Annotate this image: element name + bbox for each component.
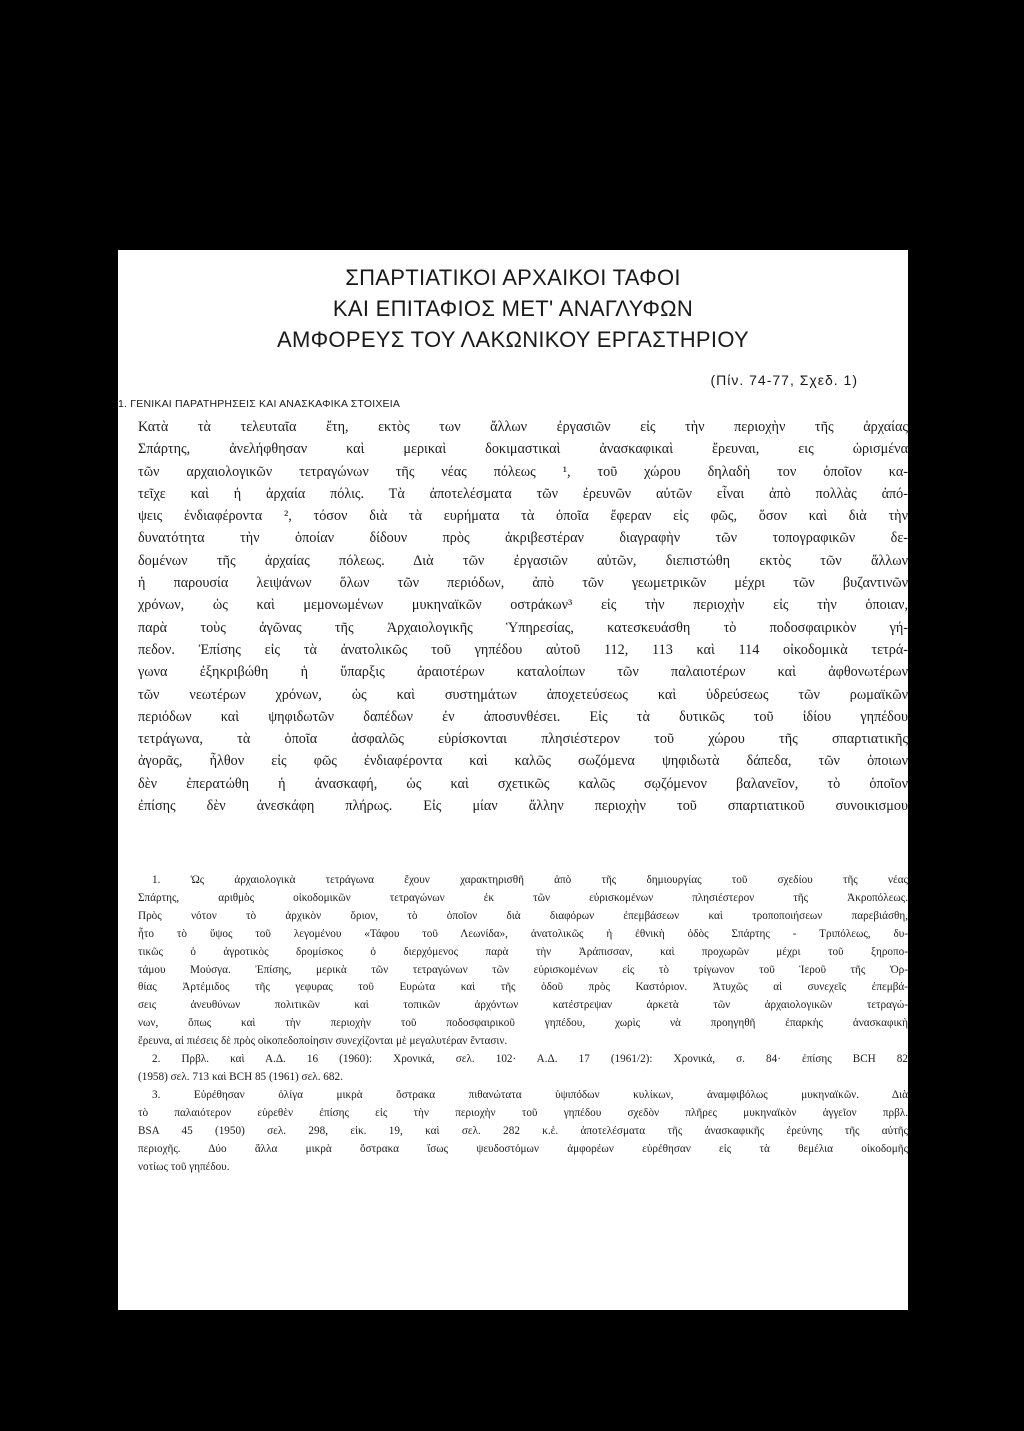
footnote-line: Σπάρτης, αριθμὸς οἰκοδομικῶν τετραγώνων ἐκ τῶν εὑρισκομένων πλησιέστερον τῆς Ἀκροπόλεως. xyxy=(138,891,908,904)
title-line: ΑΜΦΟΡΕΥΣ ΤΟΥ ΛΑΚΩΝΙΚΟΥ ΕΡΓΑΣΤΗΡΙΟΥ xyxy=(276,327,749,352)
body-line: δὲν ἐπερατώθη ἡ ἀνασκαφή, ὡς καὶ σχετικῶς καλῶς σῳζόμενον βαλανεῖον, τὸ ὁποῖον xyxy=(138,775,908,792)
body-line: δομένων τῆς ἀρχαίας πόλεως. Διὰ τῶν ἐργασιῶν αὐτῶν, διεπιστώθη εκτὸς τῶν ἄλλων xyxy=(138,552,908,569)
footnote-line: νων, ὅπως καὶ τὴν περιοχὴν τοῦ ποδοσφαιρικοῦ γηπέδου, χωρὶς νὰ προηγηθῆ ἐπαρκὴς ἀνασκαφικὴ xyxy=(138,1017,908,1030)
body-line: τετράγωνα, τὰ ὁποῖα ἀσφαλῶς εὑρίσκονται πλησιέστερον τοῦ χώρου τῆς σπαρτιατικῆς xyxy=(138,731,908,748)
title-line: ΚΑΙ ΕΠΙΤΑΦΙΟΣ ΜΕΤ' ΑΝΑΓΛΥΦΩΝ xyxy=(332,296,694,321)
footnote-line: νοτίως τοῦ γηπέδου. xyxy=(138,1160,230,1173)
footnote-line: 2. Πρβλ. καὶ Α.Δ. 16 (1960): Χρονικά, σελ. 102· Α.Δ. 17 (1961/2): Χρονικά, σ. 84· ἐπίσης BCH 82 xyxy=(152,1053,908,1066)
footnote-1 xyxy=(138,872,908,1051)
footnote-2 xyxy=(138,1051,908,1087)
footnote-line: περιοχῆς. Δύο ἄλλα μικρὰ ὄστρακα ἴσως ψευδοστόμων ἀμφορέων εὑρέθησαν εἰς τὰ θεμέλια οἰκοδομῆς xyxy=(138,1142,908,1155)
article-title xyxy=(118,262,908,355)
body-line: δυνατότητα τὴν ὁποίαν δίδουν πρὸς ἀκριβεστέραν διαγραφὴν τῶν τοπογραφικῶν δε- xyxy=(138,530,908,547)
body-line: Κατὰ τὰ τελευταῖα ἔτη, εκτὸς των ἄλλων ἐργασιῶν εἰς τὴν περιοχὴν τῆς ἀρχαίας xyxy=(138,419,908,435)
document-page xyxy=(118,250,908,1310)
footnote-line: 1. Ὡς ἀρχαιολογικὰ τετράγωνα ἔχουν χαρακτηρισθῆ ἀπὸ τῆς δημιουργίας τοῦ σχεδίου τῆς νέας xyxy=(152,874,908,886)
footnote-line: τάμου Μούσγα. Ἐπίσης, μερικὰ τῶν τετραγώνων τῶν εὑρισκομένων εἰς τὸ τρίγωνον τοῦ Ἱεροῦ τῆς Ὀρ- xyxy=(138,963,908,976)
footnote-line: Πρὸς νότον τὸ ἀρχικὸν ὅριον, τὸ ὁποῖον διὰ διαφόρων ἐπεμβάσεων καὶ τροποποιήσεων παρεβιάσθη, xyxy=(138,909,908,922)
footnote-line: ἔρευνα, αἱ πιέσεις δὲ πρὸς οἰκοπεδοποίησιν συνεχίζονται μὲ μεγαλυτέραν ἔντασιν. xyxy=(138,1035,508,1048)
body-line: Σπάρτης, ἀνελήφθησαν καὶ μερικαὶ δοκιμαστικαὶ ἀνασκαφικαὶ ἔρευναι, εις ὡρισμένα xyxy=(138,441,908,458)
footnotes xyxy=(138,872,908,1176)
footnote-line: BSA 45 (1950) σελ. 298, εἰκ. 19, καὶ σελ. 282 κ.ἑ. ἀποτελέσματα τῆς ἀνασκαφικῆς ἐρεύνης τῆς αὐτῆς xyxy=(138,1124,908,1137)
footnote-line: θίας Ἀρτέμιδος τῆς γεφυρας τοῦ Ευρώτα καὶ τῆς ὁδοῦ πρὸς Καστόριον. Ἀτυχῶς αἱ συνεχεῖς ἐπεμβά- xyxy=(138,981,908,994)
body-line: ψεις ἐνδιαφέροντα ², τόσον διὰ τὰ ευρήματα τὰ ὁποῖα ἔφεραν εἰς φῶς, ὅσον καὶ διὰ τὴν xyxy=(138,508,908,525)
section-heading: 1. ΓΕΝΙΚΑΙ ΠΑΡΑΤΗΡΗΣΕΙΣ ΚΑΙ ΑΝΑΣΚΑΦΙΚΑ ΣΤΟΙΧΕΙΑ xyxy=(118,398,401,410)
body-line: τῶν αρχαιολογικῶν τετραγώνων τῆς νέας πόλεως ¹, τοῦ χώρου δηλαδὴ τον ὁποῖον κα- xyxy=(138,463,908,480)
footnote-line: τικῶς ὁ ἀγροτικὸς δρομίσκος ὁ διερχόμενος παρὰ τὴν Ἀράπισσαν, καὶ προχωρῶν μέχρι τοῦ ξηροπο- xyxy=(138,945,908,958)
body-line: γωνα ἐξηκριβώθη ἡ ὕπαρξις ἀραιοτέρων καταλοίπων τῶν παλαιοτέρων καὶ ἀφθονωτέρων xyxy=(138,664,908,681)
body-line: ἀγορᾶς, ἦλθον εἰς φῶς ἐνδιαφέροντα καὶ καλῶς σωζόμενα ψηφιδωτὰ δάπεδα, τῶν ὁποιων xyxy=(138,753,908,770)
plate-reference: (Πίν. 74-77, Σχεδ. 1) xyxy=(710,372,858,388)
footnote-line: 3. Εὑρέθησαν ὀλίγα μικρὰ ὄστρακα πιθανώτατα ὑψιπόδων κυλίκων, ἀναμφιβόλως μυκηναϊκῶν. Διὰ xyxy=(152,1088,908,1101)
footnote-line: ἦτο τὸ ὕψος τοῦ λεγομένου «Τάφου τοῦ Λεωνίδα», ἀνατολικῶς ἡ ἐθνικὴ ὁδὸς Σπάρτης - Τριπόλεως, δυ- xyxy=(138,927,908,940)
body-text xyxy=(138,416,908,817)
body-line: περιόδων καὶ ψηφιδωτῶν δαπέδων ἐν ἀποσυνθέσει. Εἰς τὰ δυτικῶς τοῦ ἰδίου γηπέδου xyxy=(138,708,908,725)
footnote-line: σεις ἀνευθύνων πολιτικῶν καὶ τοπικῶν ἀρχόντων κατέστρεψαν ἀρκετὰ τῶν ἀρχαιολογικῶν τετραγώ- xyxy=(138,999,908,1012)
footnote-3 xyxy=(138,1087,908,1177)
title-line: ΣΠΑΡΤΙΑΤΙΚΟΙ ΑΡΧΑΙΚΟΙ ΤΑΦΟΙ xyxy=(345,265,681,290)
body-line: ἐπίσης δὲν ἀνεσκάφη πλήρως. Εἰς μίαν ἄλλην περιοχὴν τοῦ σπαρτιατικοῦ συνοικισμου xyxy=(138,798,908,815)
body-line: πεδον. Ἐπίσης εἰς τὰ ἀνατολικῶς τοῦ γηπέδου αὐτοῦ 112, 113 καὶ 114 οἰκοδομικὰ τετρά- xyxy=(138,641,908,658)
body-line: ἡ παρουσία λειψάνων ὅλων τῶν περιόδων, ἀπὸ τῶν γεωμετρικῶν μέχρι τῶν βυζαντινῶν xyxy=(138,575,908,592)
footnote-line: (1958) σελ. 713 καὶ BCH 85 (1961) σελ. 682. xyxy=(138,1070,343,1083)
body-line: χρόνων, ὡς καὶ μεμονωμένων μυκηναϊκῶν οστράκων³ εἰς τὴν περιοχὴν εἰς τὴν ὁποιαν, xyxy=(138,597,908,614)
body-line: παρὰ τοὺς ἀγῶνας τῆς Ἀρχαιολογικῆς Ὑπηρεσίας, κατεσκευάσθη τὸ ποδοσφαιρικὸν γή- xyxy=(138,619,908,636)
body-line: τῶν νεωτέρων χρόνων, ὡς καὶ συστημάτων ἀποχετεύσεως καὶ ὑδρεύσεως τῶν ρωμαϊκῶν xyxy=(138,686,908,703)
footnote-line: τὸ παλαιότερον εὑρεθὲν ἐπίσης εἰς τὴν περιοχὴν τοῦ γηπέδου σχεδὸν πλῆρες μυκηναϊκὸν ἀγγεῖον πρβλ. xyxy=(138,1106,908,1119)
body-line: τεῖχε καὶ ἡ ἀρχαία πόλις. Τὰ ἀποτελέσματα τῶν ἐρευνῶν αὐτῶν εἶναι ἀπὸ πολλὰς ἀπό- xyxy=(138,485,908,502)
